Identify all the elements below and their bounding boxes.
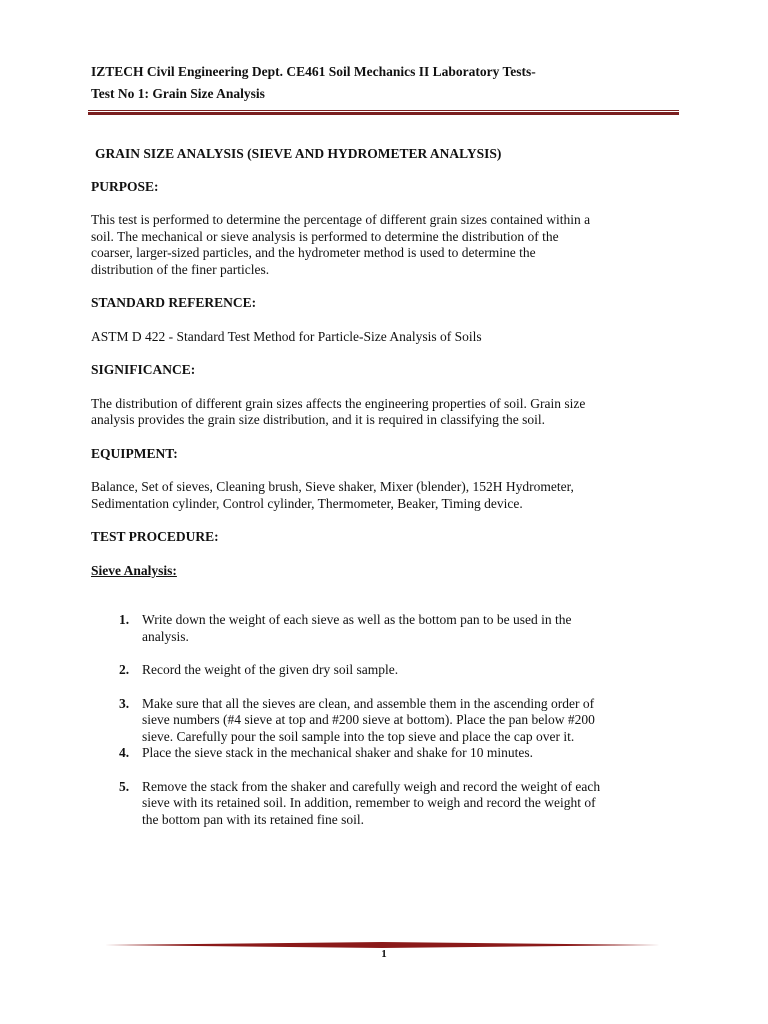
purpose-line: soil. The mechanical or sieve analysis is performed to determine the distribution of the [91,228,559,244]
standard-heading: STANDARD REFERENCE: [91,295,257,310]
header-line-1: IZTECH Civil Engineering Dept. CE461 Soil Mechanics II Laboratory Tests- [91,64,536,79]
procedure-step [91,696,690,746]
standard-reference-text: ASTM D 422 - Standard Test Method for Particle-Size Analysis of Soils [91,328,482,344]
equipment-paragraph [91,479,681,512]
step-number: 2. [119,662,130,677]
step-line: Record the weight of the given dry soil sample. [142,662,399,677]
step-number: 4. [119,745,130,760]
equipment-line: Balance, Set of sieves, Cleaning brush, Sieve shaker, Mixer (blender), 152H Hydrometer, [91,479,574,494]
step-number: 3. [119,695,130,711]
step-line: Place the sieve stack in the mechanical shaker and shake for 10 minutes. [142,745,533,760]
header-line-2: Test No 1: Grain Size Analysis [91,86,265,101]
step-number: 1. [119,612,130,627]
purpose-line: This test is performed to determine the percentage of different grain sizes contained within a [91,212,591,227]
procedure-step [91,612,690,645]
significance-line: The distribution of different grain sizes affects the engineering properties of soil. Grain size [91,395,586,411]
step-line: analysis. [142,628,189,644]
significance-line: analysis provides the grain size distribution, and it is required in classifying the soil. [91,412,546,427]
step-line: sieve. Carefully pour the soil sample into the top sieve and place the cap over it. [142,728,575,744]
significance-heading: SIGNIFICANCE: [91,362,196,377]
header-rule [88,110,679,115]
purpose-paragraph [91,212,681,278]
step-number: 5. [119,778,130,794]
page-number: 1 [381,948,387,960]
equipment-line: Sedimentation cylinder, Control cylinder, Thermometer, Beaker, Timing device. [91,495,523,511]
step-line: Make sure that all the sieves are clean, and assemble them in the ascending order of [142,695,595,711]
document-body [91,146,681,828]
purpose-line: coarser, larger-sized particles, and the hydrometer method is used to determine the [91,245,536,260]
equipment-heading: EQUIPMENT: [91,445,178,461]
procedure-step [91,745,690,762]
document-title: GRAIN SIZE ANALYSIS (SIEVE AND HYDROMETER ANALYSIS) [95,146,502,161]
significance-paragraph [91,396,681,429]
test-procedure-heading: TEST PROCEDURE: [91,529,219,544]
procedure-step [91,662,690,679]
purpose-line: distribution of the finer particles. [91,261,270,277]
purpose-heading: PURPOSE: [91,178,159,194]
sieve-analysis-subheading: Sieve Analysis: [91,562,177,578]
procedure-step [91,779,690,829]
procedure-steps [91,612,681,828]
step-line: sieve with its retained soil. In addition, remember to weigh and record the weight of [142,795,596,810]
step-line: Write down the weight of each sieve as well as the bottom pan to be used in the [142,612,572,627]
step-line: the bottom pan with its retained fine soil. [142,811,364,827]
step-line: sieve numbers (#4 sieve at top and #200 sieve at bottom). Place the pan below #200 [142,712,595,727]
step-line: Remove the stack from the shaker and carefully weigh and record the weight of each [142,778,601,794]
